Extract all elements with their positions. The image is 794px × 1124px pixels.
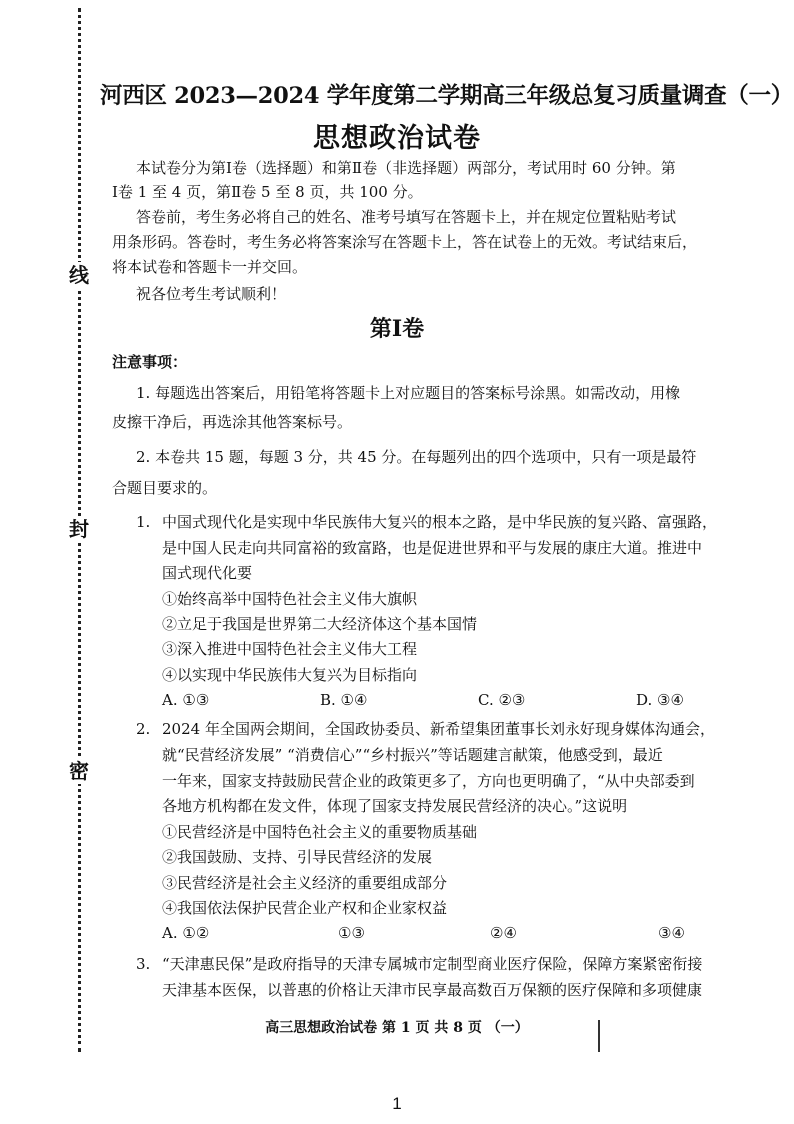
option-d[interactable]: ③④: [658, 924, 685, 942]
question-item: ③民营经济是社会主义经济的重要组成部分: [162, 874, 448, 892]
question-stem-line: 各地方机构都在发文件，体现了国家支持发展民营经济的决心。”这说明: [162, 797, 628, 815]
question-stem-line: 2024 年全国两会期间，全国政协委员、新希望集团董事长刘永好现身媒体沟通会，: [162, 720, 715, 738]
option-b[interactable]: ①③: [338, 924, 365, 942]
question-number: 1.: [136, 513, 151, 531]
question-stem-line: 国式现代化要: [162, 564, 253, 582]
notice-heading: 注意事项：: [112, 353, 188, 371]
intro-line: 将本试卷和答题卡一并交回。: [112, 258, 308, 276]
question-stem-line: 中国式现代化是实现中华民族伟大复兴的根本之路，是中华民族的复兴路、富强路，: [162, 513, 718, 531]
intro-line: 答卷前，考生务必将自己的姓名、准考号填写在答题卡上，并在规定位置粘贴考试: [136, 208, 677, 226]
question-stem-line: 天津基本医保，以普惠的价格让天津市民享最高数百万保额的医疗保障和多项健康: [162, 981, 703, 999]
option-row: [162, 924, 762, 946]
question-item: ④我国依法保护民营企业产权和企业家权益: [162, 899, 448, 917]
question-item: ②立足于我国是世界第二大经济体这个基本国情: [162, 615, 478, 633]
option-c[interactable]: ②④: [490, 924, 517, 942]
binding-char-feng: 封: [66, 516, 92, 542]
intro-line: 用条形码。答卷时，考生务必将答案涂写在答题卡上，答在试卷上的无效。考试结束后，: [112, 233, 698, 251]
notice-line: 2. 本卷共 15 题，每题 3 分，共 45 分。在每题列出的四个选项中，只有一项是最符: [136, 448, 697, 466]
footer-mark: [598, 1020, 600, 1052]
binding-char-xian: 线: [66, 262, 92, 288]
notice-line: 1. 每题选出答案后，用铅笔将答题卡上对应题目的答案标号涂黑。如需改动，用橡: [136, 384, 681, 402]
notice-line: 皮擦干净后，再选涂其他答案标号。: [112, 413, 353, 431]
binding-char-mi: 密: [66, 758, 92, 784]
question-stem-line: 一年来，国家支持鼓励民营企业的政策更多了，方向也更明确了，“从中央部委到: [162, 772, 695, 790]
question-stem-line: 是中国人民走向共同富裕的致富路，也是促进世界和平与发展的康庄大道。推进中: [162, 539, 703, 557]
question-item: ④以实现中华民族伟大复兴为目标指向: [162, 666, 418, 684]
exam-subtitle: 思想政治试卷: [313, 123, 481, 154]
question-stem-line: “天津惠民保”是政府指导的天津专属城市定制型商业医疗保险，保障方案紧密衔接: [162, 955, 703, 973]
question-item: ①民营经济是中国特色社会主义的重要物质基础: [162, 823, 478, 841]
intro-line: Ⅰ卷 1 至 4 页，第Ⅱ卷 5 至 8 页，共 100 分。: [112, 183, 423, 201]
exam-title: 河西区 2023—2024 学年度第二学期高三年级总复习质量调查（一）: [100, 83, 793, 109]
question-item: ③深入推进中国特色社会主义伟大工程: [162, 640, 418, 658]
part-title: 第Ⅰ卷: [369, 316, 425, 342]
question-number: 2.: [136, 720, 151, 738]
option-row: [162, 691, 762, 713]
option-c[interactable]: C. ②③: [478, 691, 526, 709]
intro-line: 本试卷分为第Ⅰ卷（选择题）和第Ⅱ卷（非选择题）两部分，考试用时 60 分钟。第: [136, 159, 676, 177]
option-d[interactable]: D. ③④: [636, 691, 684, 709]
option-b[interactable]: B. ①④: [320, 691, 368, 709]
intro-wish: 祝各位考生考试顺利！: [136, 285, 287, 303]
page-number: 1: [392, 1094, 402, 1113]
question-stem-line: 就“民营经济发展” “消费信心”“乡村振兴”等话题建言献策，他感受到，最近: [162, 746, 663, 764]
question-item: ②我国鼓励、支持、引导民营经济的发展: [162, 848, 433, 866]
page-footer: 高三思想政治试卷 第 1 页 共 8 页 （一）: [265, 1020, 529, 1036]
option-a[interactable]: A. ①②: [162, 924, 210, 942]
question-item: ①始终高举中国特色社会主义伟大旗帜: [162, 590, 418, 608]
question-number: 3.: [136, 955, 151, 973]
option-a[interactable]: A. ①③: [162, 691, 210, 709]
notice-line: 合题目要求的。: [112, 479, 218, 497]
